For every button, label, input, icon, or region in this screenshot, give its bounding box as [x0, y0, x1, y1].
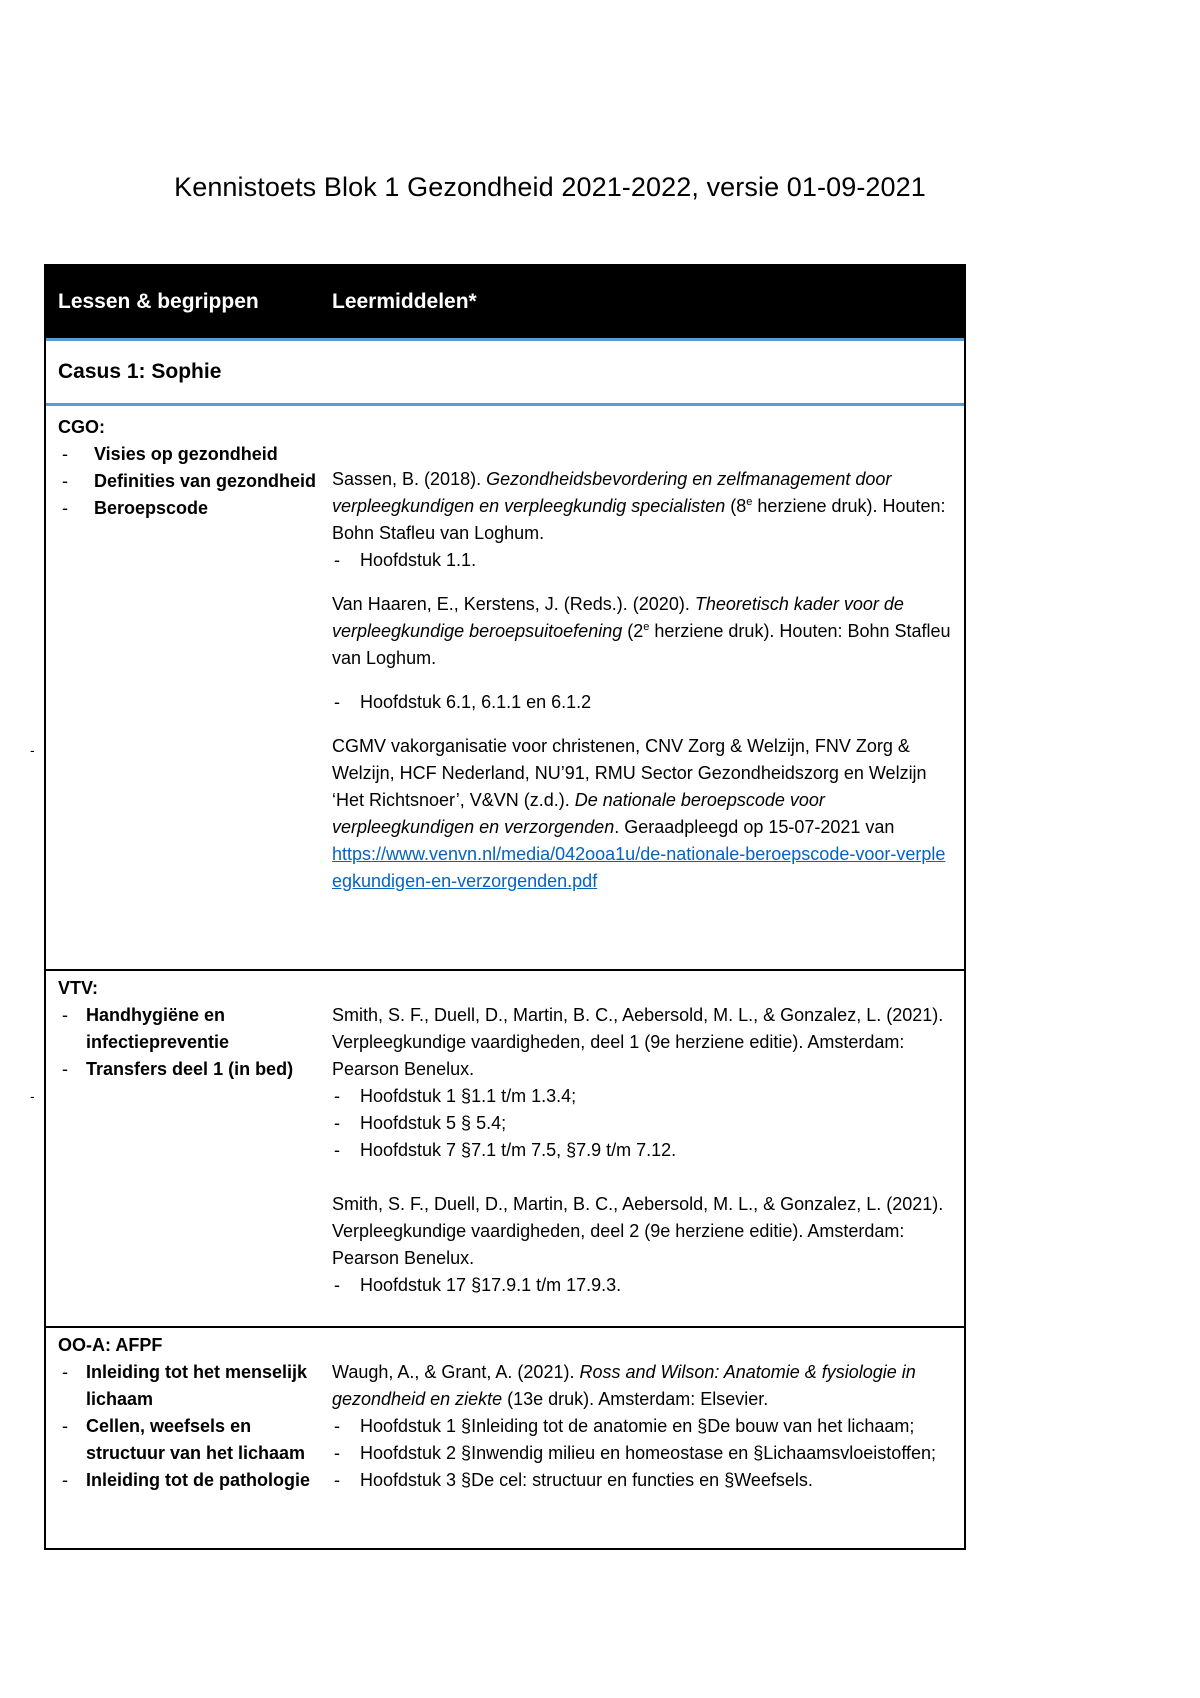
stray-dash: -	[30, 742, 35, 758]
section-label: OO-A: AFPF	[58, 1335, 163, 1355]
chapter-item: - Hoofdstuk 1 §1.1 t/m 1.3.4;	[332, 1083, 954, 1110]
table-row	[46, 1328, 964, 1548]
topic-item: - Inleiding tot het menselijk lichaam	[58, 1359, 324, 1413]
chapter-list	[332, 1272, 954, 1299]
table-row	[46, 406, 964, 971]
topic-item: - Definities van gezondheid	[58, 468, 324, 495]
chapter-item: - Hoofdstuk 6.1, 6.1.1 en 6.1.2	[332, 689, 954, 716]
reference: CGMV vakorganisatie voor christenen, CNV Zorg & Welzijn, FNV Zorg & Welzijn, HCF Nederland, NU’91, RMU Sector Gezondheidszorg en Welzijn ‘Het Richtsnoer’, V&VN (z.d.). De nationale beroepscode voor verpleegkundigen en verzorgenden. Geraadpleegd op 15-07-2021 van https://www.venvn.nl/media/042ooa1u/de-nationale-beroepscode-voor-verpleegkundigen-en-verzorgenden.pdf	[332, 736, 946, 891]
topic-list	[58, 441, 324, 522]
stray-dash: -	[30, 1088, 35, 1104]
reference: Smith, S. F., Duell, D., Martin, B. C., Aebersold, M. L., & Gonzalez, L. (2021). Verpleegkundige vaardigheden, deel 1 (9e herziene editie). Amsterdam: Pearson Benelux.	[332, 1005, 944, 1079]
reference: Smith, S. F., Duell, D., Martin, B. C., Aebersold, M. L., & Gonzalez, L. (2021). Verpleegkundige vaardigheden, deel 2 (9e herziene editie). Amsterdam: Pearson Benelux.	[332, 1194, 944, 1268]
header-materials: Leermiddelen*	[332, 290, 477, 313]
table-header	[46, 266, 964, 338]
section-label: VTV:	[58, 978, 99, 998]
reference: Sassen, B. (2018). Gezondheidsbevordering en zelfmanagement door verpleegkundigen en verpleegkundig specialisten (8e herziene druk). Houten: Bohn Stafleu van Loghum.	[332, 469, 946, 543]
reference: Van Haaren, E., Kerstens, J. (Reds.). (2020). Theoretisch kader voor de verpleegkundige beroepsuitoefening (2e herziene druk). Houten: Bohn Stafleu van Loghum.	[332, 594, 951, 668]
chapter-list	[332, 689, 954, 716]
chapter-list	[332, 1083, 954, 1164]
casus-heading: Casus 1: Sophie	[46, 338, 964, 406]
chapter-list	[332, 1413, 954, 1494]
topic-item: - Inleiding tot de pathologie	[58, 1467, 324, 1494]
chapter-item: - Hoofdstuk 17 §17.9.1 t/m 17.9.3.	[332, 1272, 954, 1299]
section-label: CGO:	[58, 417, 105, 437]
chapter-item: - Hoofdstuk 2 §Inwendig milieu en homeostase en §Lichaamsvloeistoffen;	[332, 1440, 954, 1467]
header-lessons: Lessen & begrippen	[58, 290, 259, 313]
table-row	[46, 971, 964, 1328]
chapter-list	[332, 547, 954, 574]
chapter-item: - Hoofdstuk 1.1.	[332, 547, 954, 574]
topic-item: - Cellen, weefsels en structuur van het lichaam	[58, 1413, 324, 1467]
topic-item: - Handhygiëne en infectiepreventie	[58, 1002, 324, 1056]
topic-list	[58, 1002, 324, 1083]
chapter-item: - Hoofdstuk 7 §7.1 t/m 7.5, §7.9 t/m 7.12.	[332, 1137, 954, 1164]
chapter-item: - Hoofdstuk 1 §Inleiding tot de anatomie en §De bouw van het lichaam;	[332, 1413, 954, 1440]
chapter-item: - Hoofdstuk 3 §De cel: structuur en functies en §Weefsels.	[332, 1467, 954, 1494]
beroepscode-link[interactable]: https://www.venvn.nl/media/042ooa1u/de-nationale-beroepscode-voor-verpleegkundigen-en-verzorgenden.pdf	[332, 844, 946, 891]
topic-item: - Transfers deel 1 (in bed)	[58, 1056, 324, 1083]
topic-list	[58, 1359, 324, 1494]
study-materials-table	[44, 264, 966, 1550]
topic-item: - Visies op gezondheid	[58, 441, 324, 468]
chapter-item: - Hoofdstuk 5 § 5.4;	[332, 1110, 954, 1137]
page-title: Kennistoets Blok 1 Gezondheid 2021-2022, versie 01-09-2021	[174, 172, 926, 202]
reference: Waugh, A., & Grant, A. (2021). Ross and Wilson: Anatomie & fysiologie in gezondheid en ziekte (13e druk). Amsterdam: Elsevier.	[332, 1362, 916, 1409]
topic-item: - Beroepscode	[58, 495, 324, 522]
